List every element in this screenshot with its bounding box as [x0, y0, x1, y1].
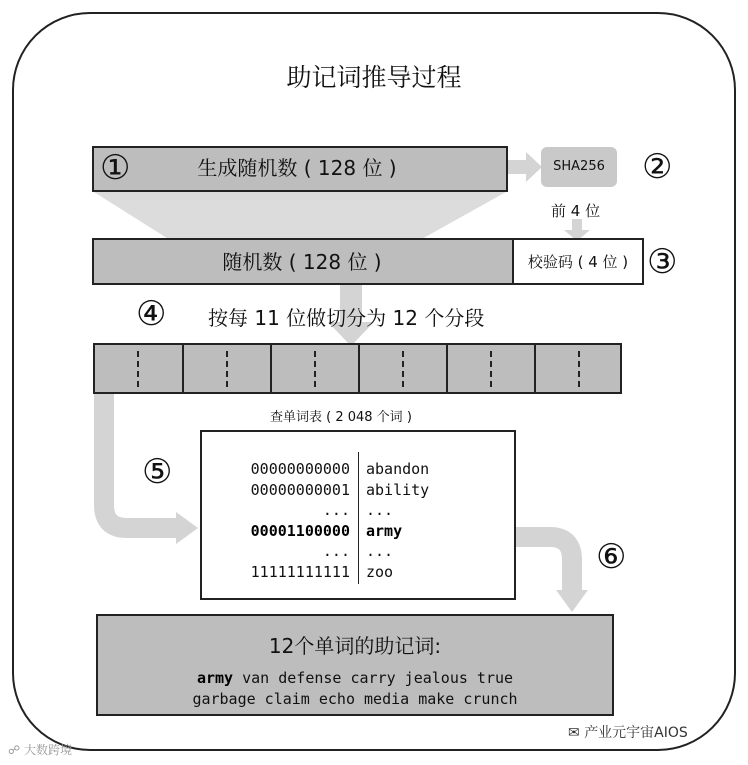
table-column-divider — [358, 452, 359, 584]
wordlist-title: 查单词表 ( 2 048 个词 ) — [270, 410, 412, 425]
word-cell: zoo — [366, 562, 394, 581]
step-4-number: ④ — [136, 294, 167, 334]
segment-divider — [446, 345, 448, 392]
mnemonic-line-1 — [98, 668, 612, 689]
mnemonic-result-box — [96, 614, 614, 716]
arrow-to-table-head — [176, 512, 198, 544]
segment-divider — [490, 351, 492, 387]
step-5-number: ⑤ — [142, 452, 173, 492]
segments-bar — [93, 343, 622, 394]
arrow-to-result-head — [556, 590, 588, 612]
mnemonic-words — [98, 668, 612, 709]
watermark-right — [568, 722, 688, 742]
word-cell: ... — [366, 501, 394, 519]
arrow-to-sha — [508, 152, 542, 182]
word-cell-highlight: army — [366, 521, 403, 540]
first-4-bits-label: 前 4 位 — [551, 202, 601, 220]
segment-divider — [358, 345, 360, 392]
sha256-box: SHA256 — [541, 147, 617, 187]
mnemonic-line-2: garbage claim echo media make crunch — [192, 689, 518, 708]
segment-divider — [137, 351, 139, 387]
diagram-title: 助记词推导过程 — [286, 63, 462, 92]
word-column — [366, 459, 429, 582]
funnel-shape — [94, 192, 506, 240]
step-3-number: ③ — [647, 242, 678, 282]
binary-column — [202, 459, 350, 582]
word-cell: abandon — [366, 460, 430, 478]
segment-divider — [578, 351, 580, 387]
random-number-label: 随机数 ( 128 位 ) — [222, 250, 382, 274]
mnemonic-first-word: army — [196, 669, 234, 687]
segment-divider — [314, 351, 316, 387]
wordlist-table — [200, 430, 516, 600]
binary-cell: ... — [322, 501, 350, 519]
word-cell: ability — [366, 480, 430, 499]
watermark-left — [8, 741, 72, 758]
split-label: 按每 11 位做切分为 12 个分段 — [208, 306, 485, 330]
segment-divider — [182, 345, 184, 392]
step-1-number: ① — [100, 148, 131, 188]
watermark-left-text: 大数跨境 — [23, 743, 72, 757]
watermark-left-icon: ☍ — [8, 743, 24, 757]
binary-cell: ... — [322, 542, 350, 560]
watermark-right-text: 产业元宇宙AIOS — [584, 725, 688, 741]
checksum-box: 校验码 ( 4 位 ) — [512, 238, 644, 285]
mnemonic-title: 12个单词的助记词: — [268, 634, 442, 658]
mnemonic-line-1-rest: van defense carry jealous true — [233, 669, 514, 687]
wechat-icon: ✉ — [568, 725, 585, 741]
step-2-number: ② — [642, 147, 673, 187]
segment-divider — [402, 351, 404, 387]
binary-cell-highlight: 00001100000 — [250, 521, 350, 540]
binary-cell: 00000000001 — [250, 480, 350, 499]
segment-divider — [270, 345, 272, 392]
binary-cell: 00000000000 — [250, 460, 350, 478]
step-6-number: ⑥ — [596, 537, 627, 577]
word-cell: ... — [366, 542, 394, 560]
generate-random-label: 生成随机数 ( 128 位 ) — [197, 156, 397, 180]
arrow-to-result — [516, 537, 572, 592]
segment-divider — [226, 351, 228, 387]
binary-cell: 11111111111 — [250, 562, 350, 581]
segment-divider — [534, 345, 536, 392]
